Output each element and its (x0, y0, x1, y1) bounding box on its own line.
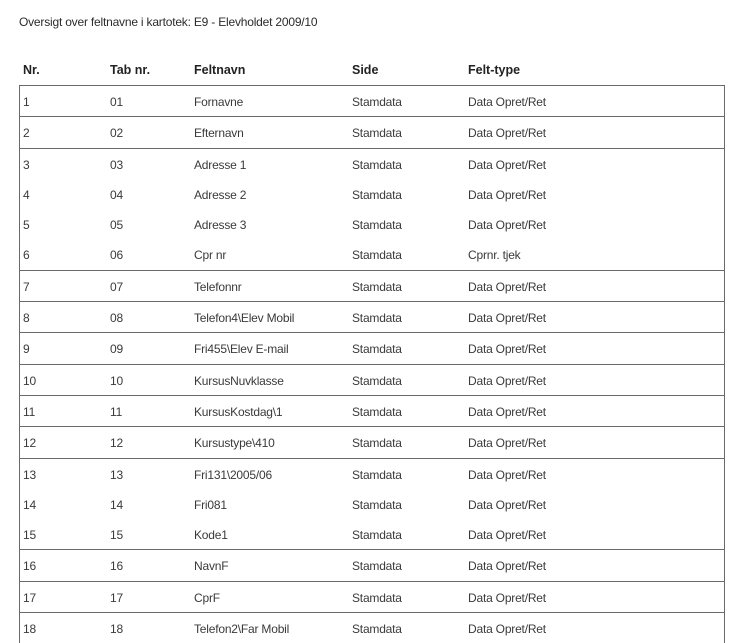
cell-nr: 1 (23, 95, 30, 109)
cell-side: Stamdata (352, 436, 402, 451)
page-title: Oversigt over feltnavne i kartotek: E9 - Elevholdet 2009/10 (19, 15, 318, 29)
cell-feltnavn: NavnF (194, 559, 229, 574)
cell-felt-type: Data Opret/Ret (468, 157, 546, 172)
cell-tab-nr: 05 (110, 218, 123, 233)
cell-side: Stamdata (352, 467, 402, 482)
cell-feltnavn: Fri131\2005/06 (194, 467, 272, 482)
cell-tab-nr: 08 (110, 311, 123, 326)
cell-feltnavn: Fornavne (194, 95, 244, 109)
cell-nr: 9 (23, 342, 30, 357)
cell-side: Stamdata (352, 95, 402, 109)
cell-side: Stamdata (352, 590, 402, 605)
cell-felt-type: Data Opret/Ret (468, 528, 546, 543)
cell-feltnavn: Telefonnr (194, 279, 242, 294)
column-header-tab-nr: Tab nr. (110, 63, 151, 77)
cell-feltnavn: Telefon4\Elev Mobil (194, 311, 295, 326)
column-header-feltnavn: Feltnavn (194, 63, 246, 77)
cell-side: Stamdata (352, 373, 402, 388)
table-row (20, 333, 724, 364)
cell-nr: 8 (23, 311, 30, 326)
table-row (20, 427, 724, 458)
cell-feltnavn: Fri455\Elev E-mail (194, 342, 289, 357)
cell-tab-nr: 16 (110, 559, 123, 574)
cell-tab-nr: 11 (110, 404, 123, 419)
cell-side: Stamdata (352, 497, 402, 512)
cell-nr: 2 (23, 126, 30, 141)
cell-tab-nr: 12 (110, 436, 123, 451)
cell-felt-type: Data Opret/Ret (468, 590, 546, 605)
cell-feltnavn: CprF (194, 590, 220, 605)
cell-nr: 14 (23, 497, 36, 512)
cell-nr: 15 (23, 528, 36, 543)
table-row (20, 519, 724, 550)
table-row (20, 117, 724, 148)
column-header-side: Side (352, 63, 379, 77)
table-row (20, 271, 724, 302)
table-row (20, 149, 724, 179)
cell-tab-nr: 07 (110, 279, 123, 294)
cell-felt-type: Data Opret/Ret (468, 497, 546, 512)
cell-feltnavn: Adresse 2 (194, 187, 247, 202)
table-row (20, 302, 724, 333)
cell-side: Stamdata (352, 279, 402, 294)
cell-side: Stamdata (352, 218, 402, 233)
cell-felt-type: Data Opret/Ret (468, 436, 546, 451)
cell-feltnavn: Adresse 1 (194, 157, 247, 172)
cell-tab-nr: 03 (110, 157, 123, 172)
cell-nr: 6 (23, 248, 30, 263)
cell-felt-type: Data Opret/Ret (468, 95, 546, 109)
cell-nr: 17 (23, 590, 36, 605)
cell-feltnavn: Kursustype\410 (194, 436, 275, 451)
cell-felt-type: Data Opret/Ret (468, 311, 546, 326)
cell-felt-type: Cprnr. tjek (468, 248, 521, 263)
table-row (20, 396, 724, 427)
cell-nr: 11 (23, 404, 36, 419)
table-row (20, 86, 724, 117)
table-row (20, 209, 724, 239)
cell-felt-type: Data Opret/Ret (468, 622, 546, 637)
cell-side: Stamdata (352, 342, 402, 357)
cell-feltnavn: Cpr nr (194, 248, 227, 263)
table-row (20, 489, 724, 519)
cell-nr: 3 (23, 157, 30, 172)
column-header-nr: Nr. (23, 63, 40, 77)
column-header-felt-type: Felt-type (468, 63, 521, 77)
cell-nr: 4 (23, 187, 30, 202)
cell-side: Stamdata (352, 559, 402, 574)
cell-nr: 7 (23, 279, 30, 294)
cell-felt-type: Data Opret/Ret (468, 187, 546, 202)
cell-nr: 16 (23, 559, 36, 574)
cell-side: Stamdata (352, 528, 402, 543)
cell-side: Stamdata (352, 311, 402, 326)
cell-feltnavn: KursusKostdag\1 (194, 404, 283, 419)
cell-felt-type: Data Opret/Ret (468, 218, 546, 233)
cell-felt-type: Data Opret/Ret (468, 373, 546, 388)
cell-felt-type: Data Opret/Ret (468, 404, 546, 419)
cell-feltnavn: Telefon2\Far Mobil (194, 622, 290, 637)
cell-felt-type: Data Opret/Ret (468, 279, 546, 294)
cell-felt-type: Data Opret/Ret (468, 467, 546, 482)
field-table (19, 58, 725, 637)
cell-side: Stamdata (352, 187, 402, 202)
cell-side: Stamdata (352, 622, 402, 637)
cell-feltnavn: Adresse 3 (194, 218, 247, 233)
cell-tab-nr: 17 (110, 590, 123, 605)
cell-nr: 13 (23, 467, 36, 482)
cell-tab-nr: 14 (110, 497, 123, 512)
table-body (19, 85, 725, 643)
cell-nr: 5 (23, 218, 30, 233)
table-row (20, 239, 724, 270)
cell-felt-type: Data Opret/Ret (468, 126, 546, 141)
cell-tab-nr: 10 (110, 373, 123, 388)
table-row (20, 459, 724, 489)
cell-side: Stamdata (352, 126, 402, 141)
cell-feltnavn: Fri081 (194, 497, 227, 512)
cell-feltnavn: Efternavn (194, 126, 244, 141)
table-header (19, 58, 725, 85)
cell-felt-type: Data Opret/Ret (468, 559, 546, 574)
cell-feltnavn: KursusNuvklasse (194, 373, 284, 388)
cell-felt-type: Data Opret/Ret (468, 342, 546, 357)
cell-side: Stamdata (352, 404, 402, 419)
cell-tab-nr: 09 (110, 342, 123, 357)
cell-nr: 18 (23, 622, 36, 637)
cell-tab-nr: 04 (110, 187, 123, 202)
cell-side: Stamdata (352, 248, 402, 263)
cell-nr: 10 (23, 373, 36, 388)
cell-tab-nr: 06 (110, 248, 123, 263)
cell-tab-nr: 15 (110, 528, 123, 543)
cell-nr: 12 (23, 436, 36, 451)
table-row (20, 582, 724, 613)
cell-tab-nr: 13 (110, 467, 123, 482)
cell-feltnavn: Kode1 (194, 528, 228, 543)
table-row (20, 613, 724, 643)
cell-side: Stamdata (352, 157, 402, 172)
cell-tab-nr: 18 (110, 622, 123, 637)
cell-tab-nr: 02 (110, 126, 123, 141)
table-row (20, 550, 724, 581)
cell-tab-nr: 01 (110, 95, 123, 109)
table-row (20, 365, 724, 396)
table-row (20, 179, 724, 209)
